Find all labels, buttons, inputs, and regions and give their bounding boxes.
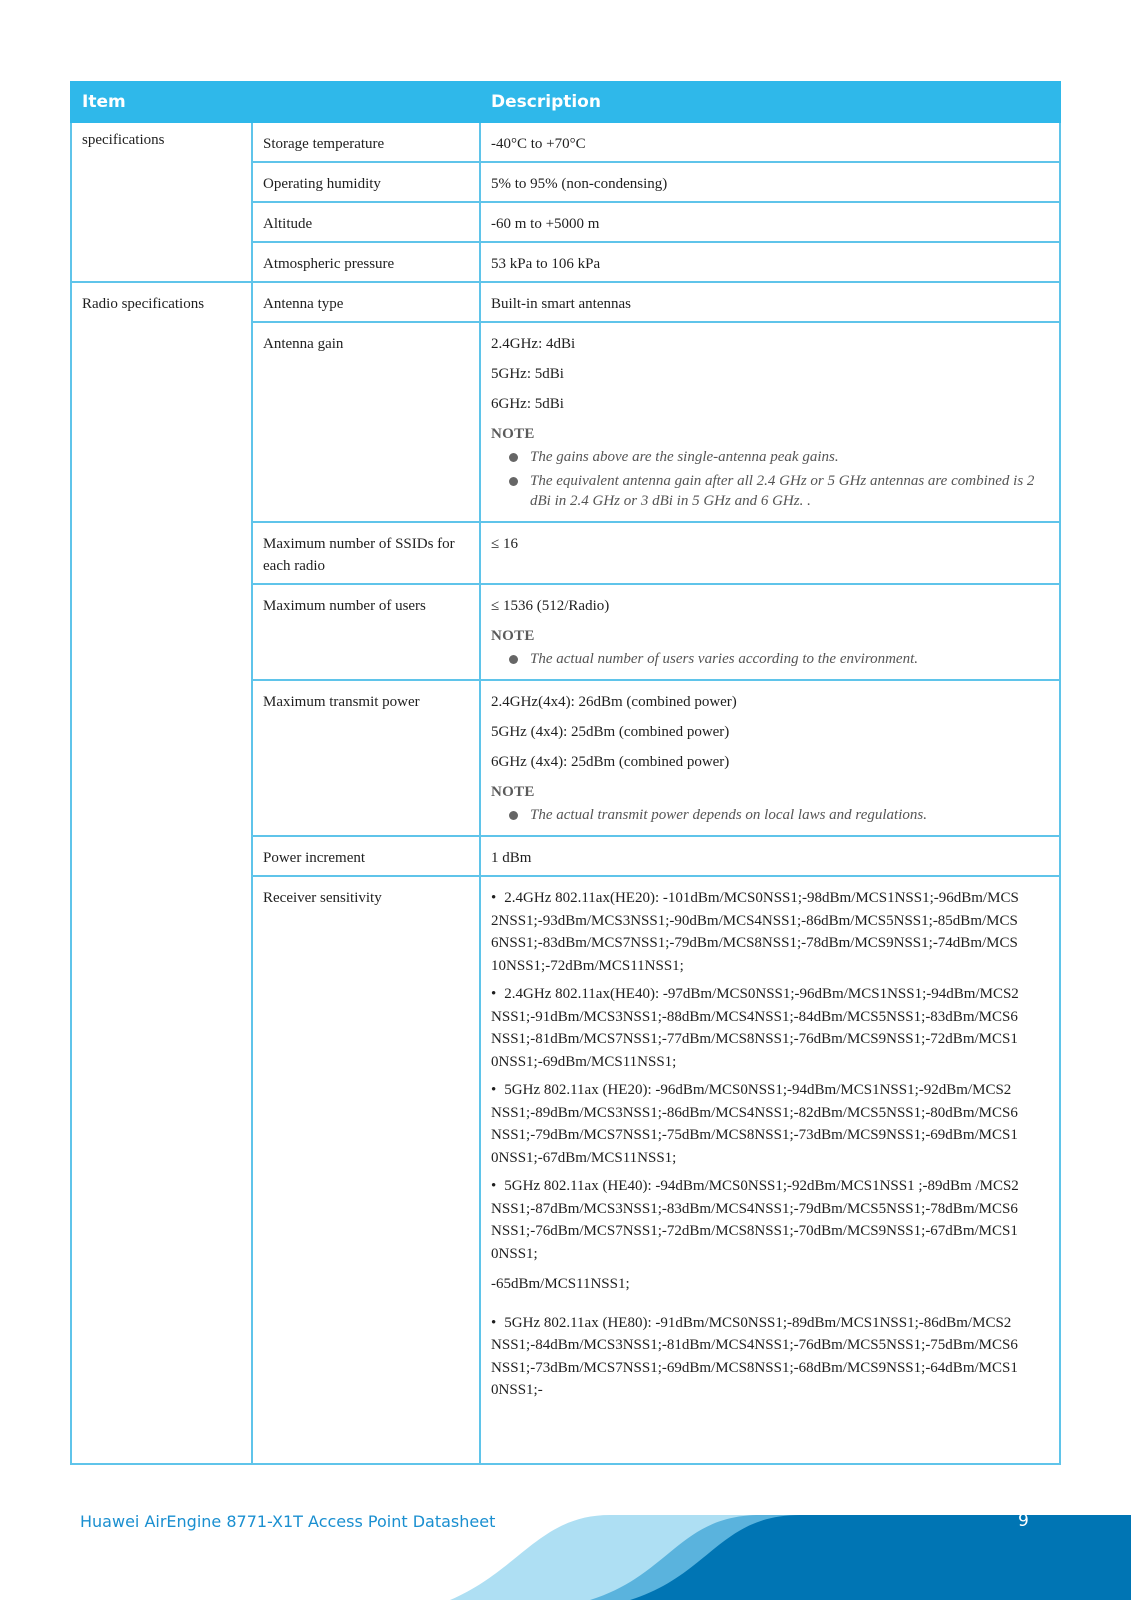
- note-item: The actual number of users varies according to the environment.: [509, 649, 1049, 669]
- footer-wave-decoration: [440, 1480, 1131, 1600]
- item-cell: Maximum number of users: [252, 584, 480, 680]
- page-number: 9: [1018, 1511, 1029, 1531]
- value-cell: [480, 680, 1060, 836]
- value-cell: ≤ 16: [480, 522, 1060, 584]
- value-cell: 5% to 95% (non-condensing): [480, 162, 1060, 202]
- value-cell: 1 dBm: [480, 836, 1060, 876]
- value-cell: [480, 584, 1060, 680]
- item-cell: Power increment: [252, 836, 480, 876]
- value-line: 5GHz: 5dBi: [491, 366, 564, 382]
- bullet-icon: [509, 655, 518, 664]
- item-cell: Altitude: [252, 202, 480, 242]
- table-header-row: [71, 82, 1060, 122]
- bullet-icon: •: [491, 1314, 497, 1331]
- value-cell: -40°C to +70°C: [480, 122, 1060, 162]
- table-row: [71, 282, 1060, 322]
- item-cell: Antenna type: [252, 282, 480, 322]
- note-label: NOTE: [491, 426, 535, 442]
- item-cell: Receiver sensitivity: [252, 876, 480, 1464]
- bullet-icon: [509, 453, 518, 462]
- item-cell: Antenna gain: [252, 322, 480, 522]
- bullet-icon: [509, 477, 518, 486]
- item-cell: Storage temperature: [252, 122, 480, 162]
- sensitivity-entry: • 5GHz 802.11ax (HE20): -96dBm/MCS0NSS1;-94dBm/MCS1NSS1;-92dBm/MCS2NSS1;-89dBm/MCS3NSS1;-86dBm/MCS4NSS1;-82dBm/MCS5NSS1;-80dBm/MCS6NSS1;-79dBm/MCS7NSS1;-75dBm/MCS8NSS1;-73dBm/MCS9NSS1;-69dBm/MCS10NSS1;-67dBm/MCS11NSS1;: [491, 1082, 1018, 1166]
- bullet-icon: •: [491, 1178, 497, 1194]
- footer-document-title: Huawei AirEngine 8771-X1T Access Point Datasheet: [80, 1512, 496, 1531]
- bullet-icon: •: [491, 986, 497, 1002]
- value-cell: [480, 322, 1060, 522]
- value-cell: 53 kPa to 106 kPa: [480, 242, 1060, 282]
- value-cell: Built-in smart antennas: [480, 282, 1060, 322]
- note-label: NOTE: [491, 784, 535, 800]
- item-cell: Maximum number of SSIDs for each radio: [252, 522, 480, 584]
- value-line: ≤ 1536 (512/Radio): [491, 598, 610, 614]
- header-description: Description: [480, 82, 1060, 122]
- table-row: [71, 122, 1060, 162]
- note-item: The actual transmit power depends on local laws and regulations.: [509, 805, 1049, 825]
- category-cell: specifications: [71, 122, 252, 282]
- value-line: 6GHz (4x4): 25dBm (combined power): [491, 754, 730, 770]
- spec-table: [70, 81, 1061, 1465]
- sensitivity-entry: • 5GHz 802.11ax (HE40): -94dBm/MCS0NSS1;-92dBm/MCS1NSS1 ;-89dBm /MCS2NSS1;-87dBm/MCS3NSS1;-83dBm/MCS4NSS1;-79dBm/MCS5NSS1;-78dBm/MCS6NSS1;-76dBm/MCS7NSS1;-72dBm/MCS8NSS1;-70dBm/MCS9NSS1;-67dBm/MCS10NSS1;: [491, 1178, 1019, 1262]
- bullet-icon: •: [491, 890, 497, 906]
- bullet-icon: •: [491, 1082, 497, 1098]
- value-line: 2.4GHz: 4dBi: [491, 336, 576, 352]
- bullet-icon: [509, 811, 518, 820]
- value-cell: -60 m to +5000 m: [480, 202, 1060, 242]
- item-cell: Maximum transmit power: [252, 680, 480, 836]
- sensitivity-entry: • 5GHz 802.11ax (HE80): -91dBm/MCS0NSS1;-89dBm/MCS1NSS1;-86dBm/MCS2NSS1;-84dBm/MCS3NSS1;-81dBm/MCS4NSS1;-76dBm/MCS5NSS1;-75dBm/MCS6NSS1;-73dBm/MCS7NSS1;-69dBm/MCS8NSS1;-68dBm/MCS9NSS1;-64dBm/MCS10NSS1;-: [491, 1314, 1018, 1398]
- sensitivity-entry: • 2.4GHz 802.11ax(HE20): -101dBm/MCS0NSS1;-98dBm/MCS1NSS1;-96dBm/MCS2NSS1;-93dBm/MCS3NSS1;-90dBm/MCS4NSS1;-86dBm/MCS5NSS1;-85dBm/MCS6NSS1;-83dBm/MCS7NSS1;-79dBm/MCS8NSS1;-78dBm/MCS9NSS1;-74dBm/MCS10NSS1;-72dBm/MCS11NSS1;: [491, 890, 1019, 974]
- value-line: 6GHz: 5dBi: [491, 396, 564, 412]
- header-item: Item: [71, 82, 480, 122]
- item-cell: Operating humidity: [252, 162, 480, 202]
- value-line: 5GHz (4x4): 25dBm (combined power): [491, 724, 730, 740]
- note-item: The equivalent antenna gain after all 2.4 GHz or 5 GHz antennas are combined is 2 dBi in 2.4 GHz or 3 dBi in 5 GHz and 6 GHz. .: [509, 471, 1049, 511]
- sensitivity-continuation: -65dBm/MCS11NSS1;: [491, 1276, 630, 1292]
- category-cell: Radio specifications: [71, 282, 252, 1464]
- note-item: The gains above are the single-antenna peak gains.: [509, 447, 1049, 467]
- value-line: 2.4GHz(4x4): 26dBm (combined power): [491, 694, 737, 710]
- note-label: NOTE: [491, 628, 535, 644]
- item-cell: Atmospheric pressure: [252, 242, 480, 282]
- sensitivity-entry: • 2.4GHz 802.11ax(HE40): -97dBm/MCS0NSS1;-96dBm/MCS1NSS1;-94dBm/MCS2NSS1;-91dBm/MCS3NSS1;-88dBm/MCS4NSS1;-84dBm/MCS5NSS1;-83dBm/MCS6NSS1;-81dBm/MCS7NSS1;-77dBm/MCS8NSS1;-76dBm/MCS9NSS1;-72dBm/MCS10NSS1;-69dBm/MCS11NSS1;: [491, 986, 1019, 1070]
- value-cell: [480, 876, 1060, 1464]
